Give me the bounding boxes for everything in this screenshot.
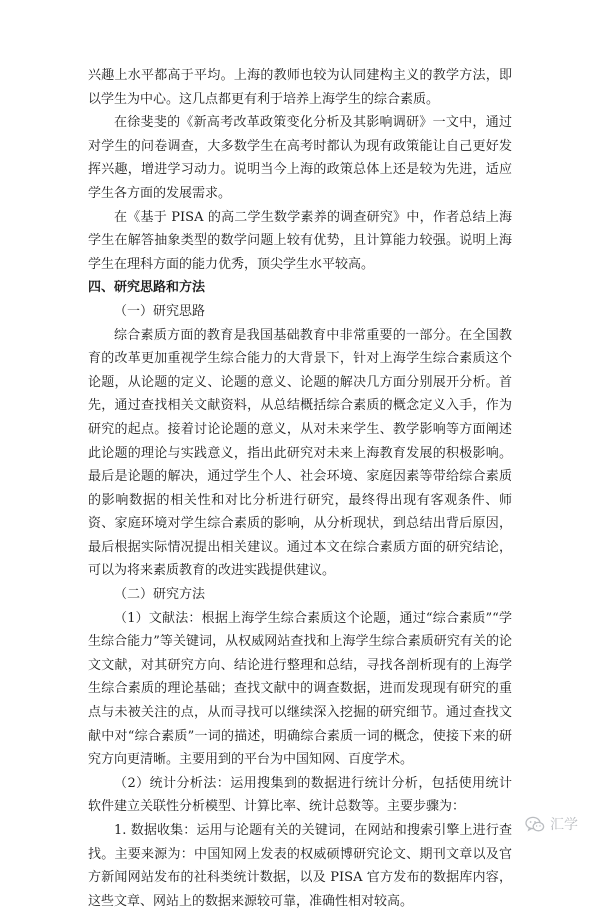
document-body [88,64,512,913]
watermark-label: 汇学 [550,817,578,833]
paragraph-1: 在徐斐斐的《新高考改革政策变化分析及其影响调研》一文中，通过对学生的问卷调查，大多数学生在高考时都认为现有政策能让自己更好发挥兴趣，增进学习动力。说明当今上海的政策总体上还是较为先进，适应学生各方面的发展需求。 [88,115,512,201]
paragraph-0: 兴趣上水平都高于平均。上海的教师也较为认同建构主义的教学方法，即以学生为中心。这几点都更有利于培养上海学生的综合素质。 [88,68,512,107]
wechat-icon [525,816,545,833]
subsection-heading-approach: （一）研究思路 [114,303,206,319]
section-heading: 四、研究思路和方法 [88,280,206,296]
paragraph-4: （1）文献法：根据上海学生综合素质这个论题，通过“综合素质”“学生综合能力”等关键词，从权威网站查找和上海学生综合素质研究有关的论文文献，对其研究方向、结论进行整理和总结，寻找各剖析现有的上海学生综合素质的理论基础；查找文献中的调查数据，进而发现现有研究的重点与未被关注的点，从而寻找可以继续深入挖掘的研究细节。通过查找文献中对“综合素质”一词的描述，明确综合素质一词的概念，使接下来的研究方向更清晰。主要用到的平台为中国知网、百度学术。 [88,610,512,768]
subsection-heading-methods: （二）研究方法 [114,587,206,603]
paragraph-3: 综合素质方面的教育是我国基础教育中非常重要的一部分。在全国教育的改革更加重视学生综合能力的大背景下，针对上海学生综合素质这个论题，从论题的定义、论题的意义、论题的解决几方面分别展开分析。首先，通过查找相关文献资料，从总结概括综合素质的概念定义入手，作为研究的起点。接着讨论论题的意义，从对未来学生、教学影响等方面阐述此论题的理论与实践意义，指出此研究对未来上海教育发展的积极影响。最后是论题的解决，通过学生个人、社会环境、家庭因素等带给综合素质的影响数据的相关性和对比分析进行研究，最终得出现有客观条件、师资、家庭环境对学生综合素质的影响，从分析现状，到总结出背后原因，最后根据实际情况提出相关建议。通过本文在综合素质方面的研究结论，可以为将来素质教育的改进实践提供建议。 [88,327,512,579]
paragraph-2: 在《基于 PISA 的高二学生数学素养的调查研究》中，作者总结上海学生在解答抽象类型的数学问题上较有优势，且计算能力较强。说明上海学生在理科方面的能力优秀，顶尖学生水平较高。 [88,209,512,272]
paragraph-5: （2）统计分析法：运用搜集到的数据进行统计分析，包括使用统计软件建立关联性分析模型、计算比率、统计总数等。主要步骤为： [88,775,512,815]
paragraph-6: 1. 数据收集：运用与论题有关的关键词，在网站和搜索引擎上进行查找。主要来源为：中国知网上发表的权威硕博研究论文、期刊文章以及官方新闻网站发布的社科类统计数据，以及 PISA 官方发布的数据库内容，这些文章、网站上的数据来源较可靠，准确性相对较高。 [88,823,512,909]
watermark [525,814,578,834]
